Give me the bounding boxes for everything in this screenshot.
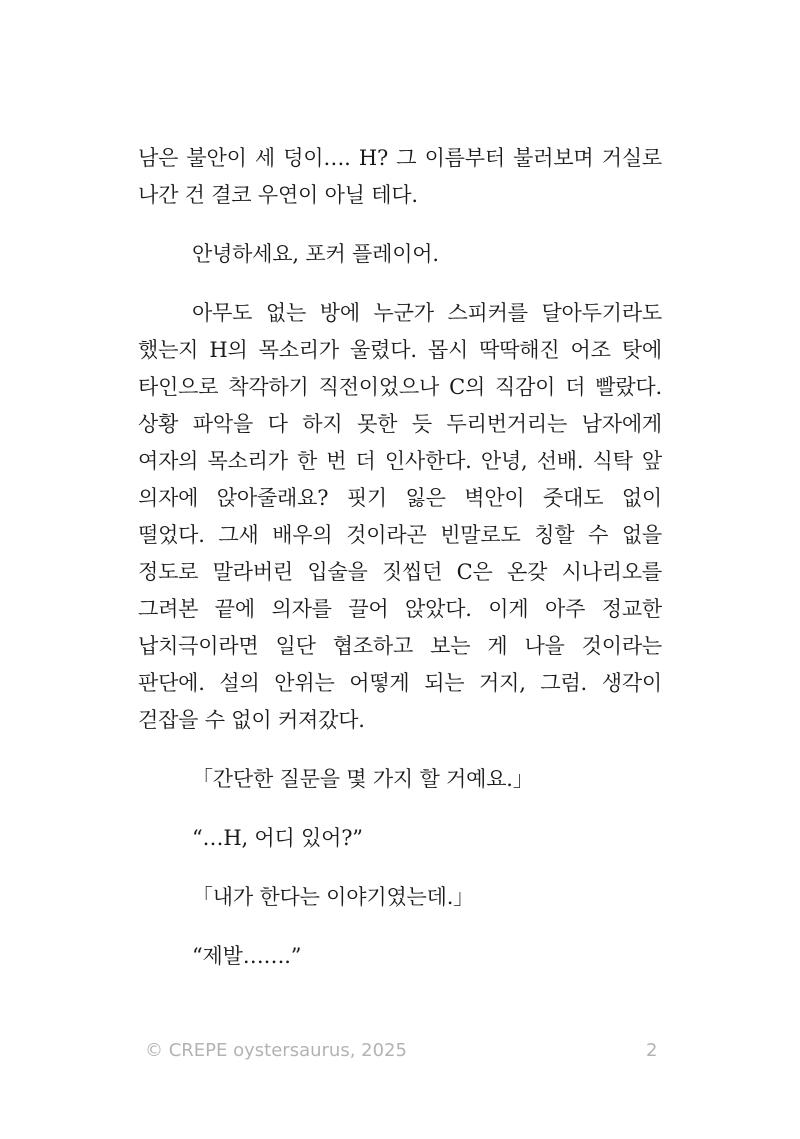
dialogue-line-2: “…H, 어디 있어?”	[192, 826, 363, 850]
page-number: 2	[646, 1040, 658, 1061]
copyright-notice: © CREPE oystersaurus, 2025	[145, 1040, 407, 1061]
paragraph-opening: 남은 불안이 세 덩이…. H? 그 이름부터 불러보며 거실로 나간 건 결코 우연이 아닐 테다.	[138, 146, 662, 207]
dialogue-line-3: 「내가 한다는 이야기였는데.」	[192, 885, 474, 909]
paragraph-narrative: 아무도 없는 방에 누군가 스피커를 달아두기라도 했는지 H의 목소리가 울렸다. 몹시 딱딱해진 어조 탓에 타인으로 착각하기 직전이었으나 C의 직감이 더 빨랐다. 상황 파악을 다 하지 못한 듯 두리번거리는 남자에게 여자의 목소리가 한 번 더 인사한다. 안녕, 선배. 식탁 앞 의자에 앉아줄래요? 핏기 잃은 벽안이 줏대도 없이 떨었다. 그새 배우의 것이라곤 빈말로도 칭할 수 없을 정도로 말라버린 입술을 짓씹던 C은 온갖 시나리오를 그려본 끝에 의자를 끌어 앉았다. 이게 아주 정교한 납치극이라면 일단 협조하고 보는 게 나을 것이라는 판단에. 설의 안위는 어떻게 되는 거지, 그럼. 생각이 걷잡을 수 없이 커져갔다.	[138, 301, 662, 732]
dialogue-line-4: “제발…….”	[192, 944, 302, 968]
dialogue-line-1: 「간단한 질문을 몇 가지 할 거예요.」	[192, 767, 534, 791]
document-body	[138, 140, 662, 975]
paragraph-greeting: 안녕하세요, 포커 플레이어.	[192, 242, 439, 266]
